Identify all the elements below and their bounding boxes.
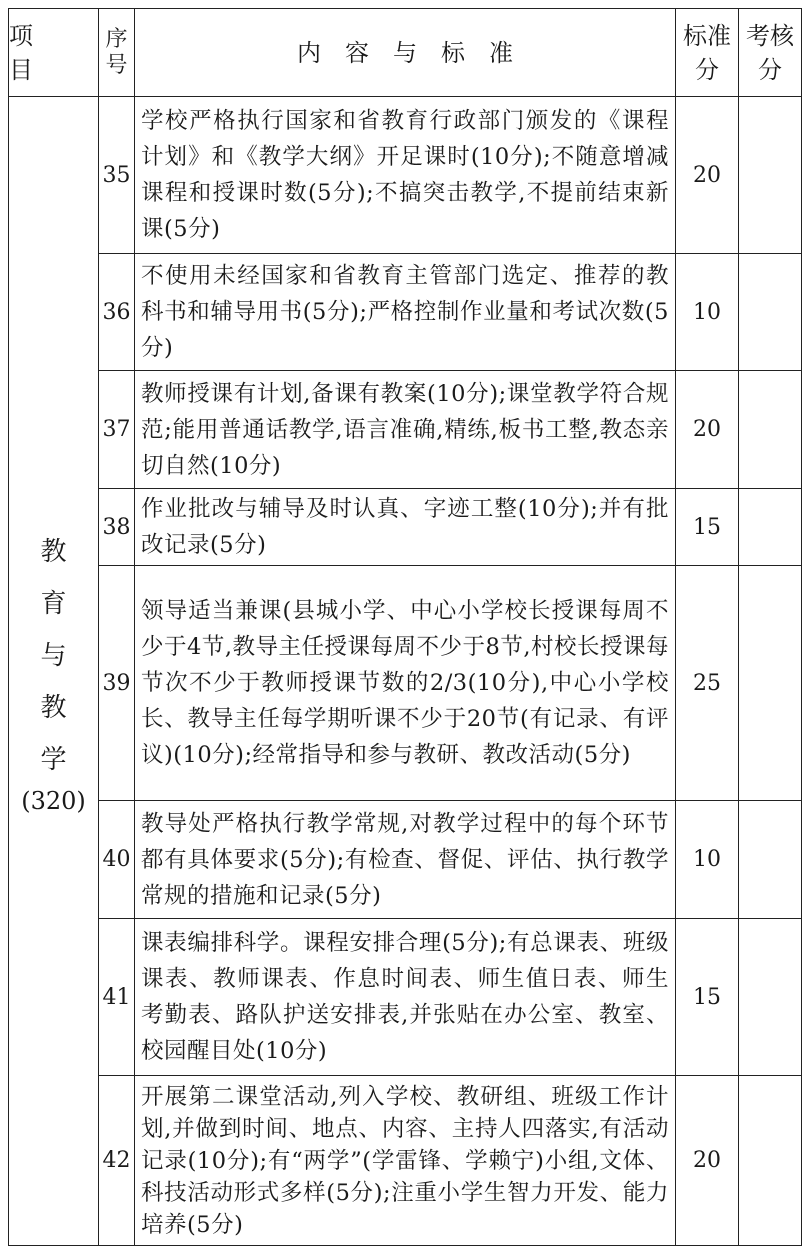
row-standard-points: 25 xyxy=(676,566,739,801)
row-standard-points: 20 xyxy=(676,97,739,254)
row-standard-points: 10 xyxy=(676,254,739,371)
row-assessed-points[interactable] xyxy=(739,919,802,1076)
header-standard-points xyxy=(676,9,739,97)
category-char: 教 xyxy=(40,693,67,723)
table-row xyxy=(9,919,802,1076)
table-row xyxy=(9,1076,802,1246)
row-assessed-points[interactable] xyxy=(739,801,802,919)
row-assessed-points[interactable] xyxy=(739,371,802,489)
row-standard-points: 10 xyxy=(676,801,739,919)
row-assessed-points[interactable] xyxy=(739,254,802,371)
row-standard-points: 15 xyxy=(676,489,739,566)
row-standard-points: 15 xyxy=(676,919,739,1076)
row-assessed-points[interactable] xyxy=(739,97,802,254)
row-number: 36 xyxy=(99,254,135,371)
row-assessed-points[interactable] xyxy=(739,1076,802,1246)
row-number: 38 xyxy=(99,489,135,566)
row-number: 39 xyxy=(99,566,135,801)
category-points: (320) xyxy=(21,787,86,815)
assessment-table xyxy=(8,8,802,1246)
row-content: 课表编排科学。课程安排合理(5分);有总课表、班级课表、教师课表、作息时间表、师生值日表、师生考勤表、路队护送安排表,并张贴在办公室、教室、校园醒目处(10分) xyxy=(135,919,676,1076)
row-content: 作业批改与辅导及时认真、字迹工整(10分);并有批改记录(5分) xyxy=(135,489,676,566)
header-check-line-2: 分 xyxy=(758,55,782,84)
header-seq-char-1: 序 xyxy=(105,26,128,52)
header-check-line-1: 考核 xyxy=(746,21,794,50)
row-content: 领导适当兼课(县城小学、中心小学校长授课每周不少于4节,教导主任授课每周不少于8节,村校长授课每节次不少于教师授课节数的2/3(10分),中心小学校长、教导主任每学期听课不少于20节(有记录、有评议)(10分);经常指导和参与教研、教改活动(5分) xyxy=(135,566,676,801)
category-char: 教 xyxy=(40,537,67,567)
header-seq xyxy=(99,9,135,97)
row-number: 40 xyxy=(99,801,135,919)
row-number: 42 xyxy=(99,1076,135,1246)
header-item-char-2: 目 xyxy=(9,55,33,84)
row-number: 35 xyxy=(99,97,135,254)
category-char: 育 xyxy=(40,589,67,619)
row-standard-points: 20 xyxy=(676,371,739,489)
header-item xyxy=(9,9,99,97)
row-assessed-points[interactable] xyxy=(739,566,802,801)
category-char: 学 xyxy=(40,745,67,775)
row-number: 41 xyxy=(99,919,135,1076)
category-cell xyxy=(9,97,99,1246)
header-seq-char-2: 号 xyxy=(105,52,128,78)
header-points-line-2: 分 xyxy=(695,55,719,84)
table-row xyxy=(9,371,802,489)
header-item-char-1: 项 xyxy=(9,21,33,50)
table-row xyxy=(9,97,802,254)
header-points-line-1: 标准 xyxy=(683,21,731,50)
row-assessed-points[interactable] xyxy=(739,489,802,566)
row-content: 开展第二课堂活动,列入学校、教研组、班级工作计划,并做到时间、地点、内容、主持人四落实,有活动记录(10分);有“两学”(学雷锋、学赖宁)小组,文体、科技活动形式多样(5分);注重小学生智力开发、能力培养(5分) xyxy=(135,1076,676,1246)
header-assessed-points xyxy=(739,9,802,97)
category-char: 与 xyxy=(40,641,67,671)
row-content: 教师授课有计划,备课有教案(10分);课堂教学符合规范;能用普通话教学,语言准确,精练,板书工整,教态亲切自然(10分) xyxy=(135,371,676,489)
table-row xyxy=(9,566,802,801)
table-row xyxy=(9,801,802,919)
row-content: 不使用未经国家和省教育主管部门选定、推荐的教科书和辅导用书(5分);严格控制作业量和考试次数(5分) xyxy=(135,254,676,371)
row-standard-points: 20 xyxy=(676,1076,739,1246)
table-row xyxy=(9,489,802,566)
row-content: 学校严格执行国家和省教育行政部门颁发的《课程计划》和《教学大纲》开足课时(10分);不随意增减课程和授课时数(5分);不搞突击教学,不提前结束新课(5分) xyxy=(135,97,676,254)
table-row xyxy=(9,254,802,371)
header-row xyxy=(9,9,802,97)
row-content: 教导处严格执行教学常规,对教学过程中的每个环节都有具体要求(5分);有检查、督促、评估、执行教学常规的措施和记录(5分) xyxy=(135,801,676,919)
header-content: 内 容 与 标 准 xyxy=(135,9,676,97)
row-number: 37 xyxy=(99,371,135,489)
